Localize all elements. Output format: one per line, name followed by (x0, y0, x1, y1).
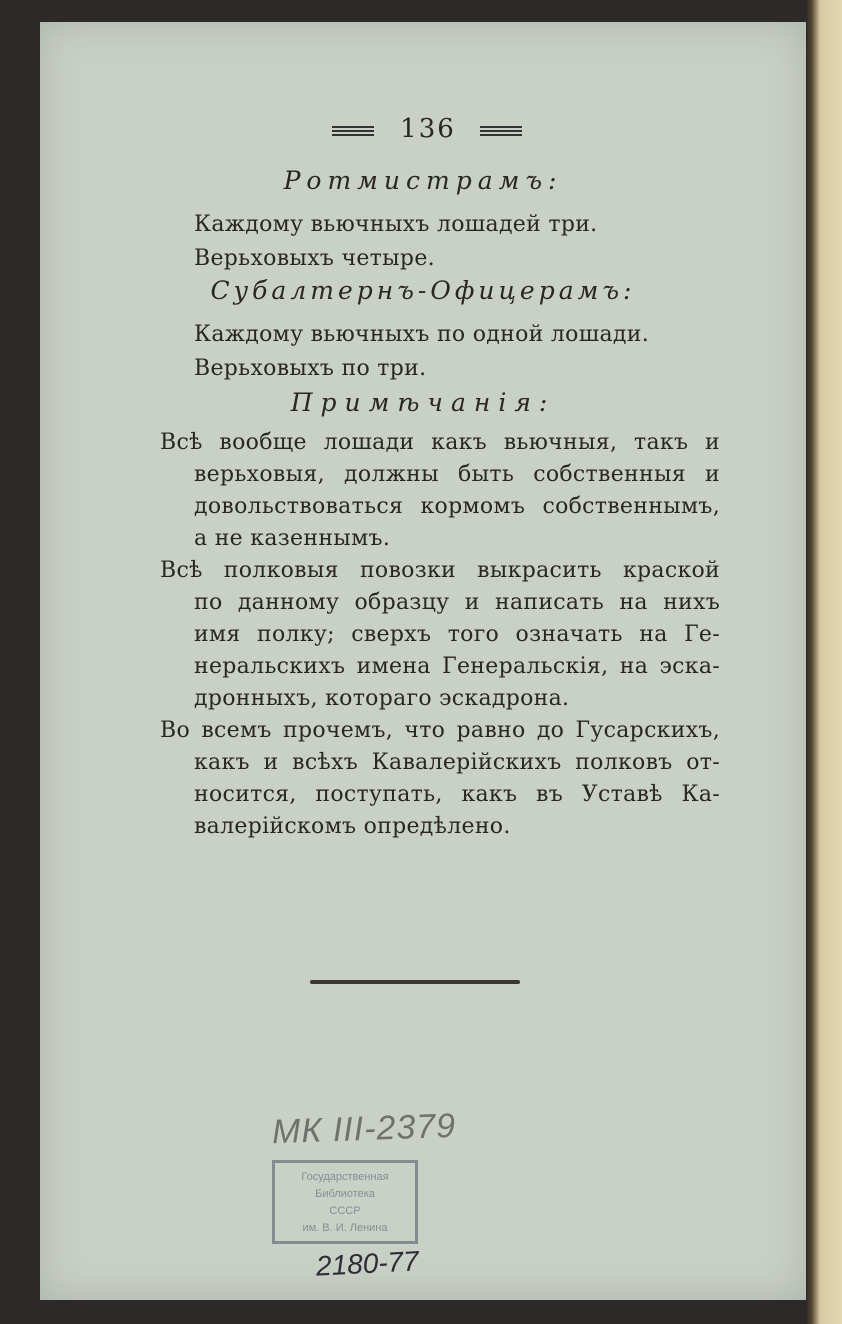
stamp-line: СССР (329, 1205, 361, 1217)
note-line: по данному образцу и написать на нихъ (194, 590, 720, 615)
ornament-rule-right (480, 126, 522, 136)
text-line: Верьховыхъ по три. (194, 356, 427, 381)
book-page (40, 22, 806, 1300)
note-line: а не казеннымъ. (194, 526, 391, 551)
text-line: Каждому вьючныхъ лошадей три. (194, 212, 598, 237)
note-line: дронныхъ, котораго эскадрона. (194, 686, 570, 711)
text-line: Верьховыхъ четыре. (194, 246, 435, 271)
note-line: довольствоваться кормомъ собственнымъ, (194, 494, 720, 519)
note-line: верьховыя, должны быть собственныя и (194, 462, 720, 487)
note-line: Во всемъ прочемъ, что равно до Гусарскихъ, (160, 718, 720, 743)
stamp-line: Государственная (301, 1171, 389, 1183)
note-line: неральскихъ имена Генеральскія, на эска- (194, 654, 720, 679)
note-line: Всѣ вообще лошади какъ вьючныя, такъ и (160, 430, 720, 455)
inventory-number: 2180-77 (315, 1245, 420, 1282)
stamp-line: Библиотека (315, 1188, 375, 1200)
book-spine-edge (806, 0, 842, 1324)
stamp-line: им. В. И. Ленина (302, 1222, 388, 1234)
page-number: 136 (400, 114, 456, 144)
note-line: носится, поступать, какъ въ Уставѣ Ка- (194, 782, 720, 807)
end-rule (310, 980, 520, 984)
text-line: Каждому вьючныхъ по одной лошади. (194, 322, 650, 347)
page-header (40, 112, 806, 152)
heading-rotmistram: Ротмистрамъ: (283, 166, 563, 195)
heading-subaltern: Субалтернъ-Офицерамъ: (210, 276, 636, 305)
note-line: валерійскомъ опредѣлено. (194, 814, 511, 839)
shelfmark: МК III-2379 (271, 1106, 457, 1152)
note-line: имя полку; сверхъ того означать на Ге- (194, 622, 720, 647)
library-stamp (272, 1160, 418, 1244)
note-line: Всѣ полковыя повозки выкрасить краской (160, 558, 720, 583)
ornament-rule-left (332, 126, 374, 136)
note-line: какъ и всѣхъ Кавалерійскихъ полковъ от- (194, 750, 720, 775)
heading-notes: Примѣчанія: (290, 388, 556, 417)
